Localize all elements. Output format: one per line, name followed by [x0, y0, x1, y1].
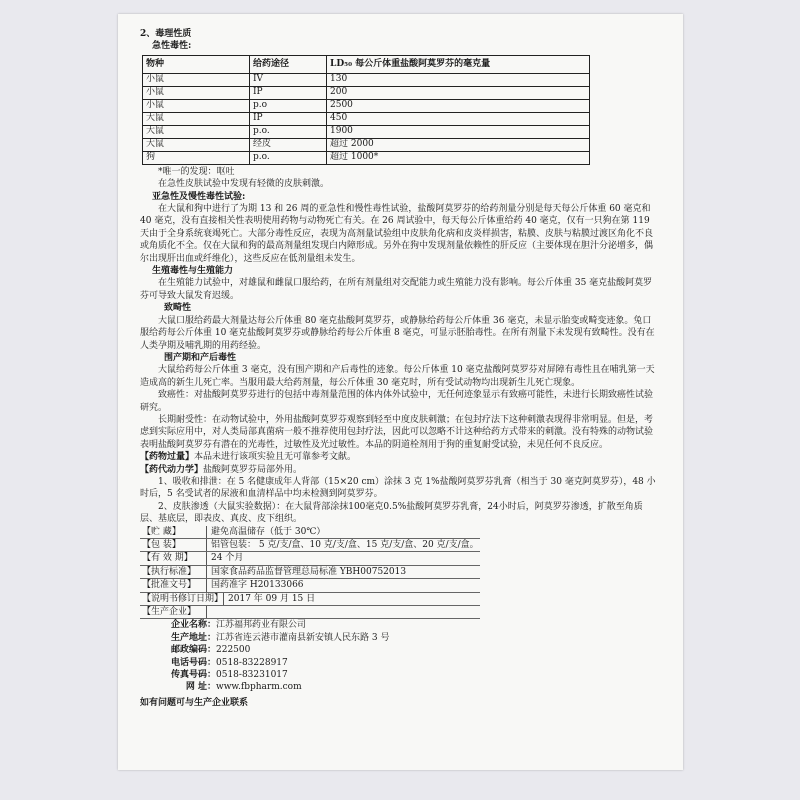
table-cell: IV	[250, 73, 327, 86]
table-row	[143, 112, 590, 125]
info-row-standard	[140, 566, 480, 579]
manufacturer-row-name	[140, 619, 660, 631]
table-header-cell: 给药途径	[250, 55, 327, 73]
company-key: 邮政编码：	[170, 645, 216, 656]
pk-penetration-paragraph: 2、皮肤渗透（大鼠实验数据）：在大鼠背部涂抹100毫克0.5%盐酸阿莫罗芬乳膏，24小时后，阿莫罗芬渗透，扩散至角质层、基底层，即表皮、真皮、皮下组织。	[140, 501, 643, 525]
company-value: 0518-83228917	[216, 657, 288, 668]
manufacturer-heading-row	[140, 606, 480, 619]
repro-heading: 生殖毒性与生殖能力	[152, 266, 234, 277]
perinatal-heading: 围产期和产后毒性	[164, 352, 237, 363]
info-row-storage	[140, 526, 480, 539]
company-value: www.fbpharm.com	[216, 682, 302, 693]
table-cell: 1900	[327, 125, 590, 138]
info-value: 铝管包装： 5 克/支/盒、10 克/支/盒、15 克/支/盒、20 克/支/盒。	[211, 540, 479, 550]
info-value: 避免高温储存（低于 30℃）	[211, 526, 326, 537]
overdose-label: 【药物过量】	[140, 452, 195, 463]
table-row	[143, 86, 590, 99]
pk-absorption-paragraph: 1、吸收和排泄：在 5 名健康成年人背部（15×20 cm）涂抹 3 克 1%盐酸阿莫罗芬乳膏（相当于 30 毫克阿莫罗芬），48 小时后，5 名受试者的尿液和血清样品中均未检测到阿莫罗芬。	[140, 476, 656, 500]
table-cell: p.o	[250, 99, 327, 112]
section-title: 2、毒理性质	[140, 29, 192, 39]
manufacturer-row-fax	[140, 669, 660, 681]
ld50-table	[142, 55, 590, 165]
manufacturer-row-address	[140, 632, 660, 644]
info-key: 【说明书修订日期】	[142, 593, 224, 604]
table-cell: 大鼠	[143, 125, 250, 138]
table-cell: 小鼠	[143, 86, 250, 99]
company-value: 222500	[216, 645, 251, 656]
company-key: 传真号码：	[170, 670, 216, 681]
contact-footer: 如有问题可与生产企业联系	[140, 697, 249, 708]
table-cell: p.o.	[250, 125, 327, 138]
info-key: 【批准文号】	[140, 579, 207, 591]
table-cell: 130	[327, 73, 590, 86]
info-row-validity	[140, 552, 480, 565]
company-key: 生产地址：	[170, 632, 216, 643]
table-cell: 经皮	[250, 138, 327, 151]
info-key: 【有 效 期】	[140, 552, 207, 564]
perinatal-paragraph: 大鼠给药每公斤体重 3 毫克，没有围产期和产后毒性的迹象。每公斤体重 10 毫克盐酸阿莫罗芬对屏障有毒性且在哺乳第一天造成高的新生儿死亡率。当服用最大给药剂量，每公斤体重 30 毫克时，所有受试动物均出现新生儿死亡现象。	[140, 365, 655, 388]
table-cell: IP	[250, 86, 327, 99]
info-value: 24 个月	[211, 553, 244, 564]
manufacturer-row-phone	[140, 657, 660, 669]
carcinogenicity-paragraph: 致癌性：对盐酸阿莫罗芬进行的包括中毒剂量范围的体内体外试验中，无任何迹象显示有致癌可能性，未进行长期致癌性试验研究。	[140, 390, 654, 413]
manufacturer-row-postcode	[140, 644, 660, 656]
info-key: 【贮 藏】	[140, 526, 207, 538]
table-cell: 超过 2000	[327, 138, 590, 151]
table-header-row	[143, 55, 590, 73]
table-row	[143, 138, 590, 151]
table-cell: 2500	[327, 99, 590, 112]
overdose-text: 本品未进行该项实验且无可靠参考文献。	[194, 452, 357, 463]
info-key: 【执行标准】	[140, 566, 207, 578]
acute-footnote: *唯一的发现：呕吐	[158, 166, 235, 177]
table-row	[143, 73, 590, 86]
table-cell: 狗	[143, 151, 250, 164]
table-row	[143, 99, 590, 112]
subacute-heading: 亚急性及慢性毒性试验:	[152, 191, 246, 202]
overdose-line	[140, 451, 660, 463]
company-key: 网 址：	[185, 682, 216, 693]
pk-text: 盐酸阿莫罗芬局部外用。	[203, 464, 303, 475]
company-value: 江苏省连云港市灌南县新安镇人民东路 3 号	[216, 632, 390, 643]
teratogen-heading: 致畸性	[164, 303, 192, 314]
info-row-package	[140, 539, 480, 552]
table-header-cell: 物种	[143, 55, 250, 73]
table-cell: 450	[327, 112, 590, 125]
leaflet-page	[118, 14, 683, 770]
pk-line	[140, 464, 660, 476]
company-value: 0518-83231017	[216, 670, 288, 681]
company-key: 企业名称：	[170, 620, 216, 631]
company-value: 江苏福邦药业有限公司	[216, 620, 307, 631]
table-row	[143, 151, 590, 164]
info-row-approval	[140, 579, 480, 592]
info-value: 国药准字 H20133066	[211, 580, 304, 591]
pk-label: 【药代动力学】	[140, 464, 204, 475]
table-cell: 超过 1000*	[327, 151, 590, 164]
leaflet-content	[140, 28, 660, 709]
table-cell: 大鼠	[143, 112, 250, 125]
info-row-revision-date	[140, 593, 480, 606]
table-cell: 小鼠	[143, 73, 250, 86]
table-cell: 大鼠	[143, 138, 250, 151]
table-cell: 200	[327, 86, 590, 99]
table-cell: p.o.	[250, 151, 327, 164]
manufacturer-row-website	[140, 681, 660, 693]
table-header-cell: LD₅₀ 每公斤体重盐酸阿莫罗芬的毫克量	[327, 55, 590, 73]
repro-paragraph: 在生殖能力试验中，对雄鼠和雌鼠口服给药，在所有剂量组对交配能力或生殖能力没有影响。每公斤体重 35 毫克盐酸阿莫罗芬可导致大鼠发育迟缓。	[140, 278, 653, 301]
acute-skin-note: 在急性皮肤试验中发现有轻微的皮肤刺激。	[158, 179, 330, 190]
subacute-paragraph: 在大鼠和狗中进行了为期 13 和 26 周的亚急性和慢性毒性试验，盐酸阿莫罗芬的给药剂量分别是每天每公斤体重 60 毫克和 40 毫克，没有直接相关性表明使用药物与动物死亡有关。在 26 周试验中，每天每公斤体重给药 40 毫克，仅有一只狗在第 119 天由于全身系统衰竭死亡。大部分毒性反应，表现为高剂量试验组中皮肤角化病和皮炎样损害，粘膜、皮肤与粘膜过渡区角化不良或角质化不全。仅在大鼠和狗的最高剂量组发现白内障形成。另外在狗中发现剂量依赖性的肝反应（主要体现在胆汁分泌增多，偶尔出现肝出血或纤维化），这些反应在低剂量组未发生。	[140, 204, 654, 264]
teratogen-paragraph: 大鼠口服给药最大剂量达每公斤体重 80 毫克盐酸阿莫罗芬，或静脉给药每公斤体重 36 毫克，未显示胎变或畸变迹象。兔口服给药每公斤体重 10 毫克盐酸阿莫罗芬或静脉给药每公斤体重 8 毫克，可显示胚胎毒性。在所有剂量下未发现有致畸性。没有在人类孕期及哺乳期的用药经验。	[140, 315, 655, 351]
table-cell: IP	[250, 112, 327, 125]
info-value: 国家食品药品监督管理总局标准 YBH00752013	[211, 566, 407, 577]
tolerance-paragraph: 长期耐受性：在动物试验中，外用盐酸阿莫罗芬观察到轻至中度皮肤刺激；在包封疗法下这种刺激表现得非常明显。但是，考虑到实际应用中，对人类局部真菌病一般不推荐使用包封疗法，因此可以忽略不计这种给药方式带来的刺激。没有特殊的动物试验表明盐酸阿莫罗芬有潜在的光毒性，过敏性及光过敏性。本品的阴道栓剂用于狗的重复耐受试验，未见任何不良反应。	[140, 414, 654, 450]
info-value: 2017 年 09 月 15 日	[228, 593, 316, 604]
company-key: 电话号码：	[170, 657, 216, 668]
table-cell: 小鼠	[143, 99, 250, 112]
manufacturer-label: 【生产企业】	[140, 606, 207, 618]
acute-toxicity-heading: 急性毒性:	[152, 41, 192, 52]
info-key: 【包 装】	[140, 539, 207, 551]
table-row	[143, 125, 590, 138]
